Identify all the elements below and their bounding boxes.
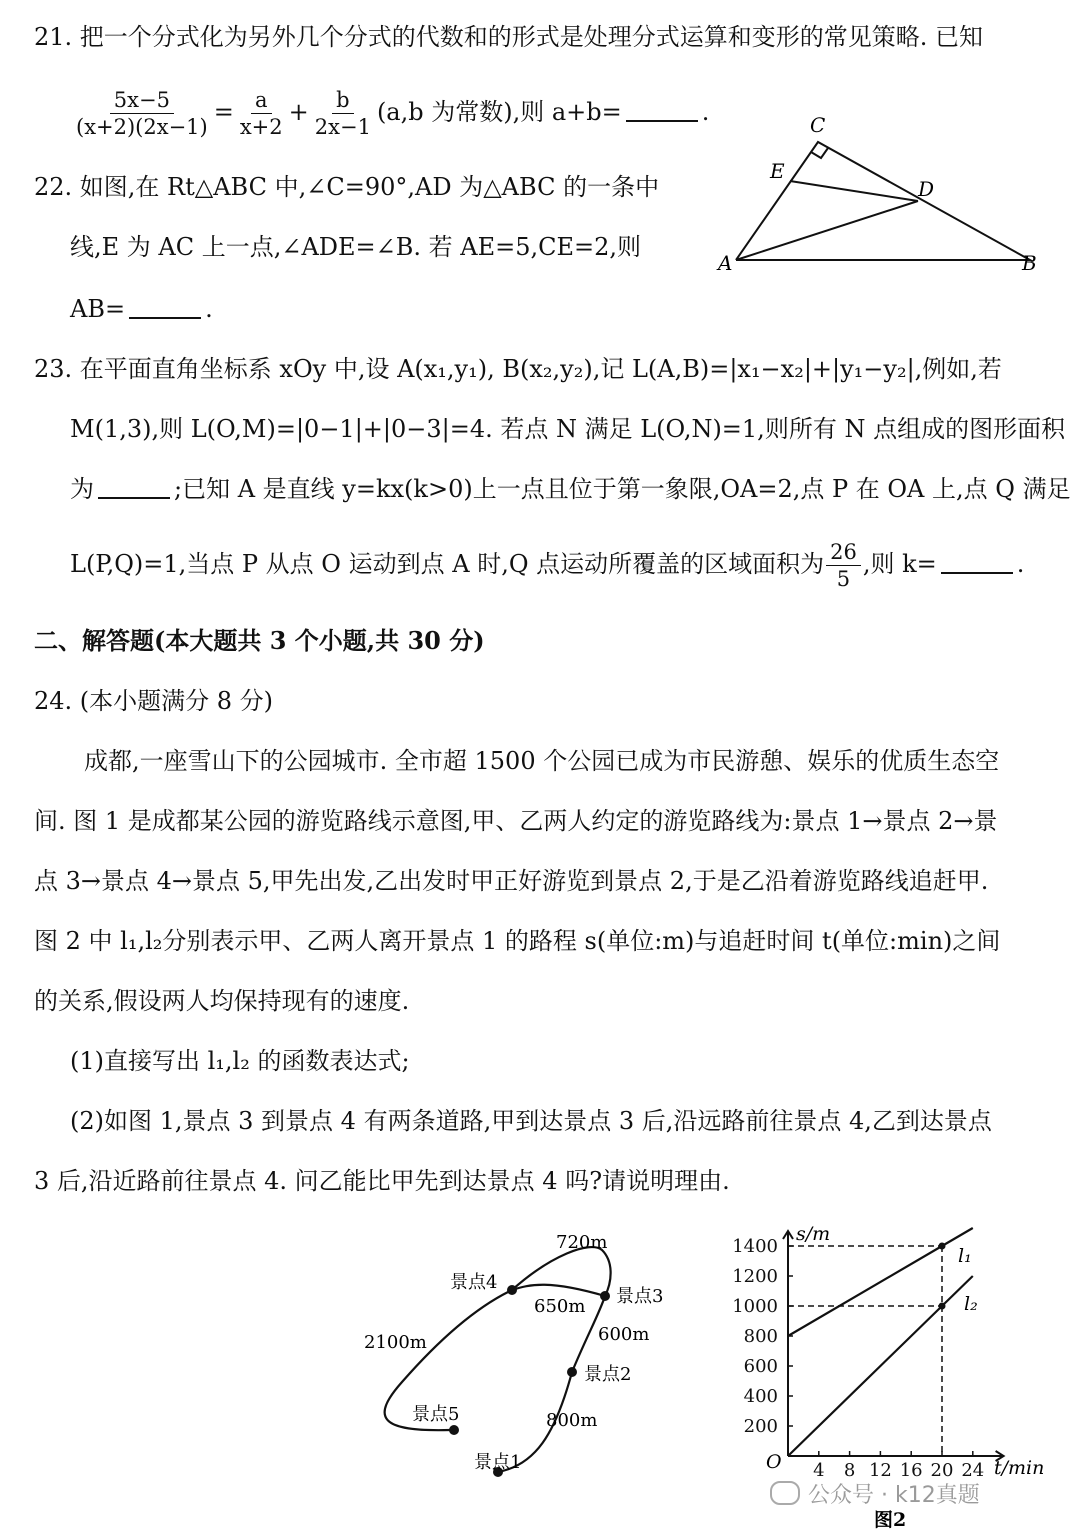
spot5-label: 景点5 [412,1404,460,1425]
q21-fraction-a: $\frac{a}{x+2}$ [239,88,283,139]
q22-line2: 线,E 为 AC 上一点,∠ADE=∠B. 若 AE=5,CE=2,则 [70,233,642,261]
section-title: 二、解答题(本大题共 3 个小题,共 30 分) [34,626,485,655]
q24-subq-1: (1)直接写出 l₁,l₂ 的函数表达式; [70,1047,410,1075]
dist-1-2: 800m [546,1410,598,1431]
q23-line3: 为 ;已知 A 是直线 y=kx(k>0)上一点且位于第一象限,OA=2,点 P 在 OA 上,点 Q 满足 [70,475,1071,503]
label-C: C [810,113,826,137]
x-tick-label: 8 [843,1460,856,1481]
spot3-label: 景点3 [616,1286,664,1307]
y-tick-label: 600 [743,1356,778,1377]
spot2-dot [567,1367,577,1377]
y-tick-label: 800 [743,1326,778,1347]
label-E: E [770,159,785,183]
y-tick-label: 1400 [732,1236,778,1257]
q24-para-3: 点 3→景点 4→景点 5,甲先出发,乙出发时甲正好游览到景点 2,于是乙沿着游览路线追赶甲. [34,867,989,895]
q23-line1: 23. 在平面直角坐标系 xOy 中,设 A(x₁,y₁), B(x₂,y₂),记 L(A,B)=|x₁−x₂|+|y₁−y₂|,例如,若 [34,355,1002,383]
q23-answer-blank-1[interactable] [98,475,170,499]
q24-subq-2b: 3 后,沿近路前往景点 4. 问乙能比甲先到达景点 4 吗?请说明理由. [34,1167,730,1195]
q21-answer-blank[interactable] [626,98,698,122]
q22-line3: AB= . [70,295,213,323]
series-label-l1: l₁ [958,1245,972,1267]
q21-fraction-b: $\frac{b}{2x-1}$ [314,88,371,139]
q23-answer-blank-2[interactable] [941,550,1013,574]
x-tick-label: 24 [961,1460,985,1481]
q22-answer-blank[interactable] [129,295,201,319]
y-tick-label: 200 [743,1416,778,1437]
q24-head: 24. (本小题满分 8 分) [34,687,274,715]
q24-para-4: 图 2 中 l₁,l₂分别表示甲、乙两人离开景点 1 的路程 s(单位:m)与追赶时间 t(单位:min)之间 [34,927,1001,955]
y-tick-label: 400 [743,1386,778,1407]
x-tick-label: 12 [868,1460,892,1481]
route-map-figure [350,1220,680,1480]
series-line-l2 [788,1276,973,1456]
spot1-label: 景点1 [474,1452,522,1473]
y-tick-label: 1200 [732,1266,778,1287]
intersection-point [939,1303,946,1310]
q23-line4: L(P,Q)=1,当点 P 从点 O 运动到点 A 时,Q 点运动所覆盖的区域面积为 $\frac{26}{5}$ ,则 k= . [70,540,1025,591]
dist-3-4-far: 720m [556,1232,608,1253]
q21-fraction-left: $\frac{5x-5}{(x+2)(2x-1)}$ [76,88,208,139]
x-tick-label: 16 [899,1460,923,1481]
series-label-l2: l₂ [964,1293,978,1315]
x-tick-label: 20 [930,1460,954,1481]
q24-para-2: 间. 图 1 是成都某公园的游览路线示意图,甲、乙两人约定的游览路线为:景点 1→景点 2→景 [34,807,998,835]
q24-subq-2a: (2)如图 1,景点 3 到景点 4 有两条道路,甲到达景点 3 后,沿远路前往景点 4,乙到达景点 [70,1107,992,1135]
label-D: D [918,177,935,201]
wechat-icon [770,1481,800,1505]
q22-line1: 22. 如图,在 Rt△ABC 中,∠C=90°,AD 为△ABC 的一条中 [34,173,660,201]
label-B: B [1022,251,1037,275]
q24-para-1: 成都,一座雪山下的公园城市. 全市超 1500 个公园已成为市民游憩、娱乐的优质生态空 [84,747,1000,775]
q23-line2: M(1,3),则 L(O,M)=|0−1|+|0−3|=4. 若点 N 满足 L(O,N)=1,则所有 N 点组成的图形面积 [70,415,1066,443]
q24-para-5: 的关系,假设两人均保持现有的速度. [34,987,410,1015]
spot4-dot [507,1285,517,1295]
dist-3-4-near: 650m [534,1296,586,1317]
label-A: A [718,251,733,275]
chart-caption: 图2 [874,1509,907,1530]
intersection-point [939,1243,946,1250]
q21-line1: 21. 把一个分式化为另外几个分式的代数和的形式是处理分式运算和变形的常见策略. 已知 [34,23,984,51]
chart-ylabel: s/m [796,1223,831,1245]
chart-xlabel: t/min [994,1457,1045,1479]
spot3-dot [600,1291,610,1301]
q21-line2: $\frac{5x-5}{(x+2)(2x-1)}$ = $\frac{a}{x+2}$ + $\frac{b}{2x-1}$ (a,b 为常数),则 a+b= . [70,82,1050,142]
y-tick-label: 1000 [732,1296,778,1317]
dist-2-3: 600m [598,1324,650,1345]
spot2-label: 景点2 [584,1364,632,1385]
watermark: 公众号 · k12真题 [770,1478,980,1509]
spot5-dot [449,1425,459,1435]
q23-fraction: $\frac{26}{5}$ [826,539,861,592]
spot4-label: 景点4 [450,1272,498,1293]
chart-origin: O [766,1451,782,1473]
x-tick-label: 4 [813,1460,825,1481]
q22-triangle-figure [700,108,1050,278]
dist-4-5: 2100m [364,1332,427,1353]
